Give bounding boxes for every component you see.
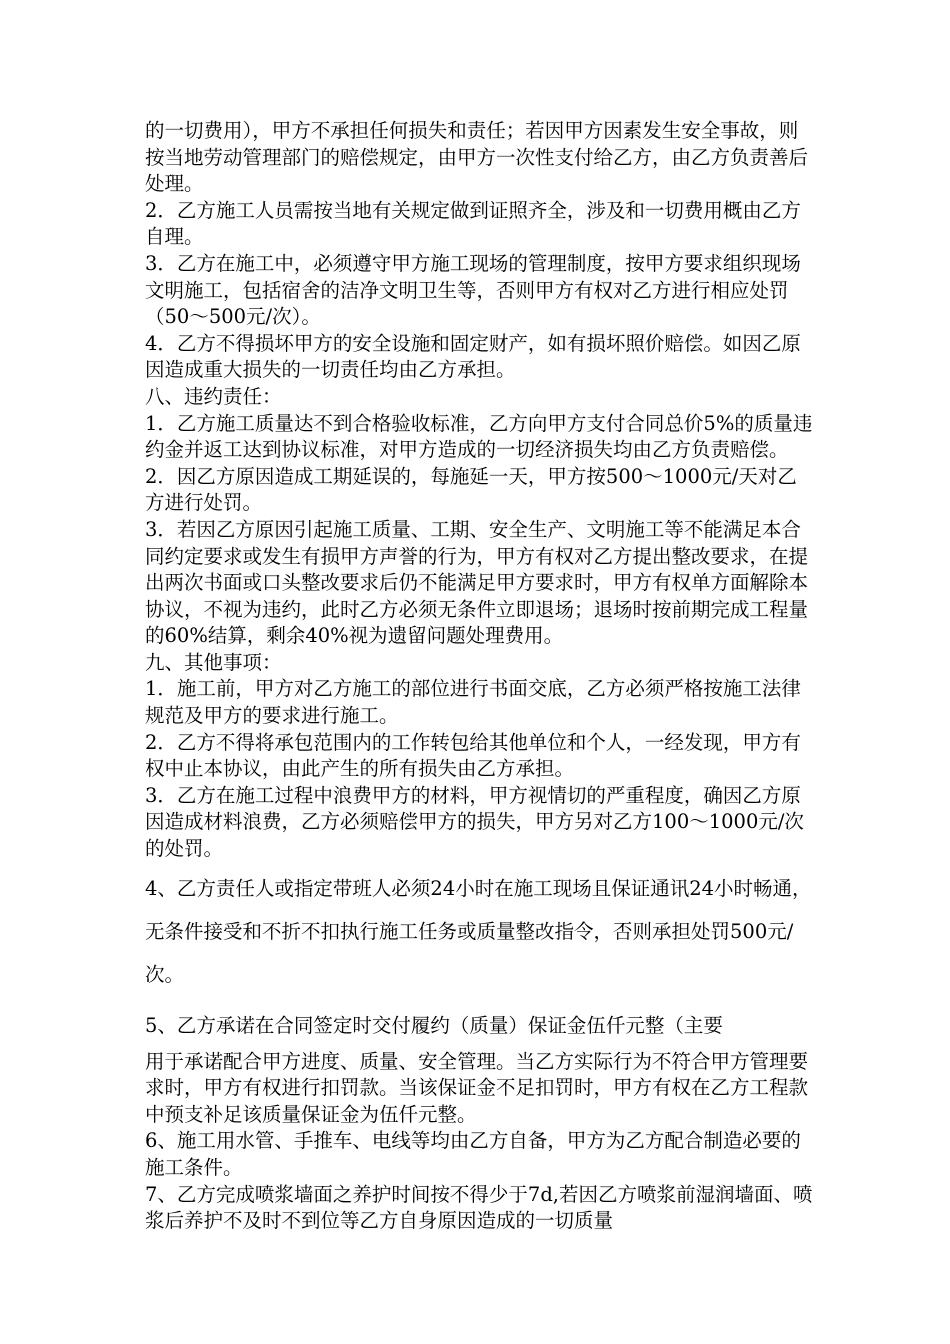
section-heading-9: 九、其他事项： [145, 650, 282, 674]
paragraph-7-2: 2．乙方施工人员需按当地有关规定做到证照齐全，涉及和一切费用概由乙方自理。 [145, 198, 801, 249]
paragraph-9-6: 6、施工用水管、手推车、电线等均由乙方自备，甲方为乙方配合制造必要的施工条件。 [145, 1129, 801, 1179]
paragraph-7-3: 3．乙方在施工中，必须遵守甲方施工现场的管理制度，按甲方要求组织现场文明施工，包括宿舍的洁净文明卫生等，否则甲方有权对乙方进行相应处罚（50～500元/次）。 [145, 251, 801, 329]
paragraph-9-7: 7、乙方完成喷浆墙面之养护时间按不得少于7d,若因乙方喷浆前湿润墙面、喷浆后养护不及时不到位等乙方自身原因造成的一切质量 [145, 1182, 813, 1233]
paragraph-9-3: 3．乙方在施工过程中浪费甲方的材料，甲方视情切的严重程度，确因乙方原因造成材料浪费，乙方必须赔偿甲方的损失，甲方另对乙方100～1000元/次的处罚。 [145, 783, 804, 861]
paragraph-9-2: 2．乙方不得将承包范围内的工作转包给其他单位和个人，一经发现，甲方有权中止本协议，由此产生的所有损失由乙方承担。 [145, 730, 801, 781]
paragraph-9-1: 1．施工前，甲方对乙方施工的部位进行书面交底，乙方必须严格按施工法律规范及甲方的要求进行施工。 [145, 677, 801, 728]
paragraph-8-3: 3．若因乙方原因引起施工质量、工期、安全生产、文明施工等不能满足本合同约定要求或发生有损甲方声誉的行为，甲方有权对乙方提出整改要求，在提出两次书面或口头整改要求后仍不能满足甲方要求时，甲方有权单方面解除本协议，不视为违约，此时乙方必须无条件立即退场；退场时按前期完成工程量的60%结算，剩余40%视为遗留问题处理费用。 [145, 517, 809, 648]
paragraph-8-2: 2．因乙方原因造成工期延误的，每施延一天，甲方按500～1000元/天对乙方进行处罚。 [145, 464, 797, 515]
section-heading-8: 八、违约责任： [145, 384, 282, 408]
paragraph-9-5: 5、乙方承诺在合同签定时交付履约（质量）保证金伍仟元整（主要 [145, 1013, 723, 1037]
paragraph-9-5-continued: 用于承诺配合甲方进度、质量、安全管理。当乙方实际行为不符合甲方管理要求时，甲方有权进行扣罚款。当该保证金不足扣罚时，甲方有权在乙方工程款中预支补足该质量保证金为伍仟元整。 [145, 1049, 809, 1126]
paragraph-9-4: 4、乙方责任人或指定带班人必须24小时在施工现场且保证通讯24小时畅通，无条件接受和不折不扣执行施工任务或质量整改指令，否则承担处罚500元/次。 [145, 876, 812, 986]
paragraph-continuation-costs: 的一切费用），甲方不承担任何损失和责任；若因甲方因素发生安全事故，则按当地劳动管理部门的赔偿规定，由甲方一次性支付给乙方，由乙方负责善后处理。 [145, 119, 809, 196]
paragraph-8-1: 1．乙方施工质量达不到合格验收标准，乙方向甲方支付合同总价5%的质量违约金并返工达到协议标准，对甲方造成的一切经济损失均由乙方负责赔偿。 [145, 411, 813, 462]
document-page [145, 118, 815, 1235]
paragraph-7-4: 4．乙方不得损坏甲方的安全设施和固定财产，如有损坏照价赔偿。如因乙原因造成重大损失的一切责任均由乙方承担。 [145, 331, 801, 382]
